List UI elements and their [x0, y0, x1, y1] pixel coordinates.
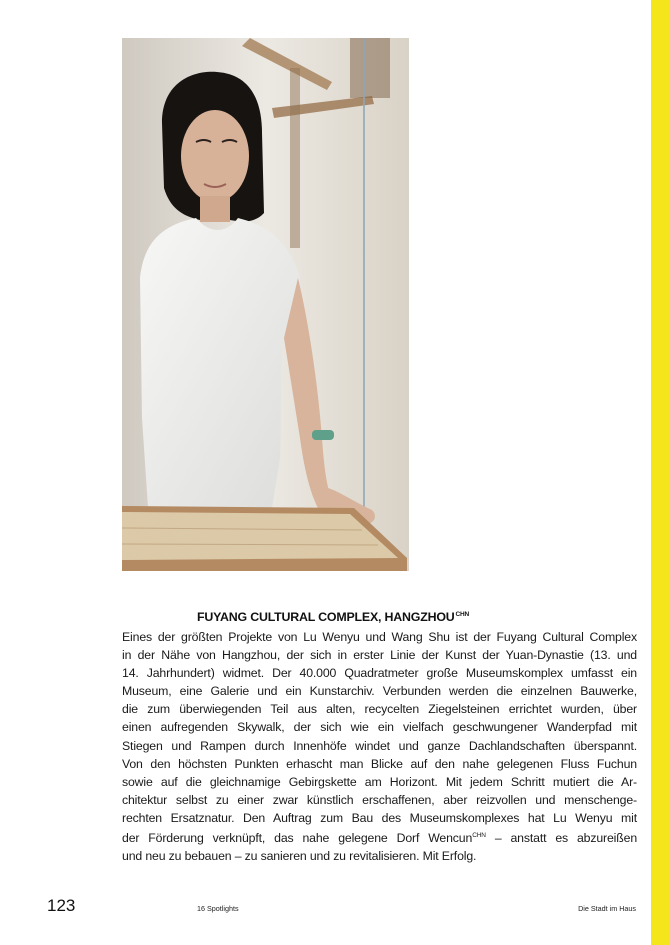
text-line: chitektur selbst zu einer zwar künstlich erschaffenen, aber reizvollen und menschenge- [122, 792, 637, 807]
text-line: Museum, eine Galerie und ein Kunstarchiv. Verbunden werden die einzelnen Bauwerke, [122, 684, 637, 699]
heading-country-code: CHN [455, 611, 469, 618]
text-line: Von den höchsten Punkten erhascht man Blicke auf den nahe gelegenen Fluss Fuchun [122, 756, 637, 771]
text-line-last: und neu zu bebauen – zu sanieren und zu revitalisieren. Mit Erfolg. [122, 849, 477, 864]
country-code: CHN [472, 832, 486, 840]
text-line: 14. Jahrhundert) widmet. Der 40.000 Quadratmeter große Museumskomplex umfasst ein [122, 666, 637, 681]
text-line: sowie auf die gleichnamige Gebirgskette am Horizont. Mit jedem Schritt mutiert die Ar- [122, 774, 637, 789]
text-line: die zum überwiegenden Teil aus alten, recycelten Ziegelsteinen errichtet wurden, über [122, 702, 637, 717]
yellow-edge-bar [651, 0, 670, 945]
footer-section-label: 16 Spotlights [197, 904, 239, 913]
text-line-end: – anstatt es abzureißen [485, 831, 638, 846]
text-line: in der Nähe von Hangzhou, der sich in erster Linie der Kunst der Yuan-Dynastie (13. und [122, 648, 637, 663]
section-heading [197, 610, 469, 624]
text-line: rechten Ersatznatur. Den Auftrag zum Bau des Museumskomplexes hat Lu Wenyu mit [122, 810, 637, 825]
footer-chapter-label: Die Stadt im Haus [578, 904, 636, 913]
body-paragraph [122, 628, 637, 865]
portrait-illustration [122, 38, 409, 571]
text-line: einen aufregenden Skywalk, der sich wie ein vielfach geschwungener Wanderpfad mit [122, 720, 637, 735]
text-line [122, 827, 637, 847]
text-line-start: der Förderung verknüpft, das nahe gelegene Dorf Wencun [122, 831, 473, 846]
text-line: Eines der größten Projekte von Lu Wenyu und Wang Shu ist der Fuyang Cultural Complex [122, 630, 637, 644]
text-line: Stiegen und Rampen durch Innenhöfe windet und ganze Dachlandschaften überspannt. [122, 738, 637, 753]
portrait-photo [122, 38, 409, 571]
page-number: 123 [47, 896, 76, 915]
heading-title: FUYANG CULTURAL COMPLEX, HANGZHOU [197, 610, 455, 624]
